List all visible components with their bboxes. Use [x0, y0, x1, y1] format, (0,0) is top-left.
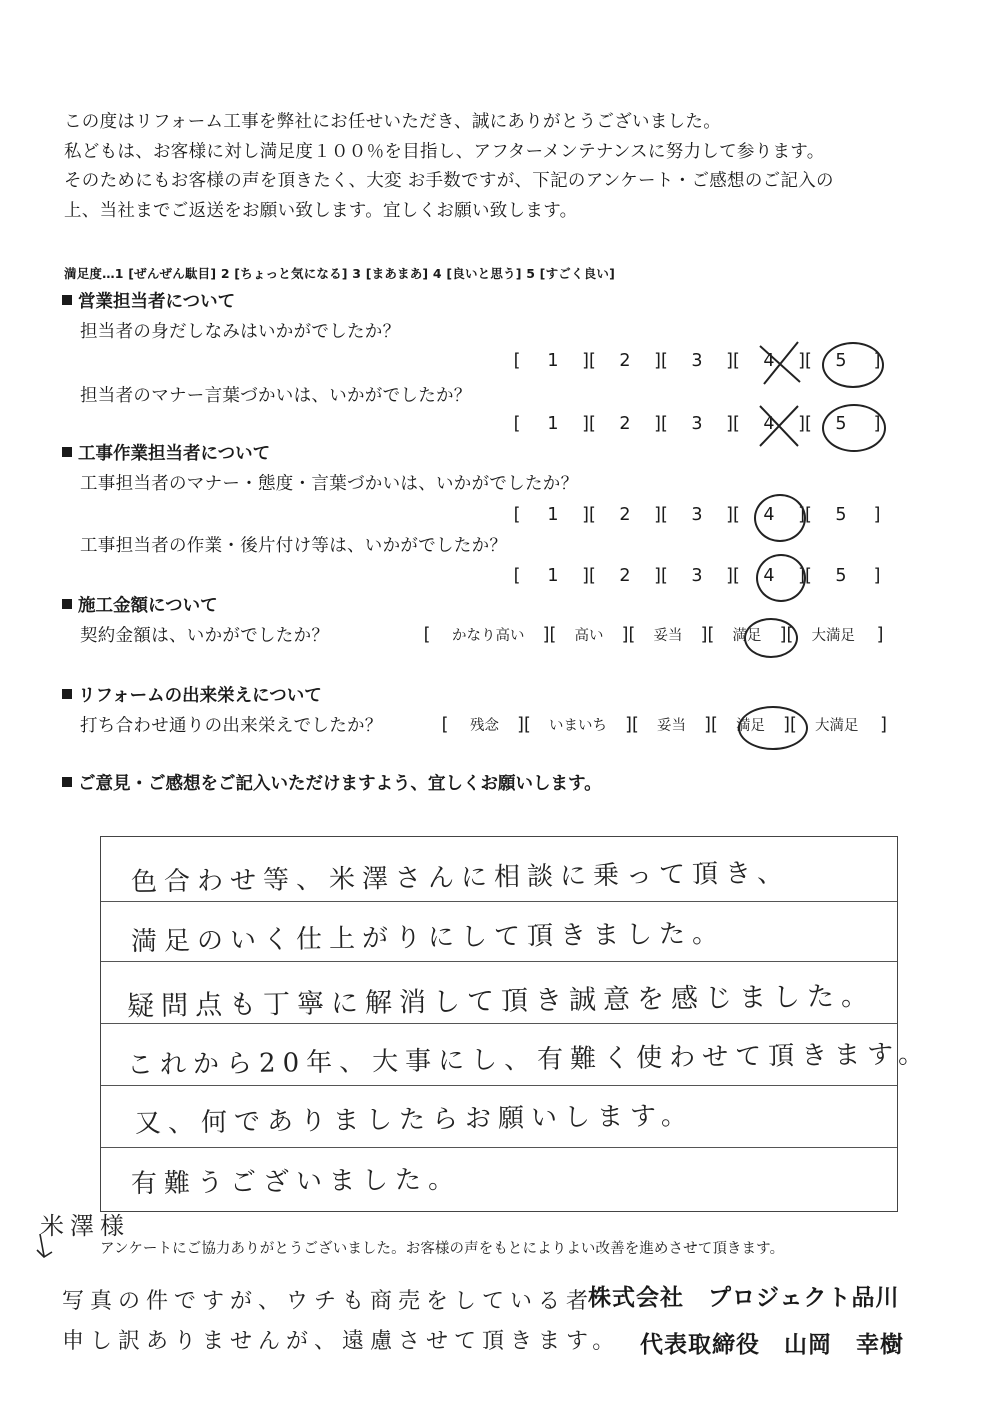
answer-circle: [822, 404, 886, 452]
bullet-square-icon: [62, 689, 72, 699]
intro-line: そのためにもお客様の声を頂きたく、大変 お手数ですが、下記のアンケート・ご感想のご記入の: [64, 171, 834, 191]
question-price: 契約金額は、いかがでしたか？: [80, 626, 330, 646]
comment-line-text: 有難うございました。: [130, 1164, 462, 1200]
rating-option[interactable]: 2: [619, 414, 631, 434]
bullet-square-icon: [62, 599, 72, 609]
rating-option[interactable]: 5: [835, 566, 847, 586]
section-title-sales: 営業担当者について: [62, 288, 235, 313]
rating-sales-appearance[interactable]: [ 1 ][ 2 ][ 3 ][ 4 ][ 5 ]: [513, 351, 881, 371]
rating-option[interactable]: 1: [547, 505, 559, 525]
answer-circle: [754, 494, 806, 542]
rating-option[interactable]: 2: [619, 505, 631, 525]
handwritten-note-line: 申し訳ありませんが、遠慮させて頂きます。: [62, 1329, 621, 1354]
bullet-square-icon: [62, 295, 72, 305]
price-option[interactable]: 満足: [732, 628, 762, 644]
answer-circle: [744, 618, 798, 658]
rating-option[interactable]: 4: [763, 505, 775, 525]
price-option[interactable]: かなり高い: [452, 628, 525, 644]
price-option[interactable]: 妥当: [653, 628, 683, 644]
company-name: 株式会社 プロジェクト品川: [588, 1285, 900, 1311]
comment-line-text: 満足のいく仕上がりにして頂きました。: [130, 918, 726, 958]
rating-option[interactable]: 4: [763, 414, 775, 434]
finish-option[interactable]: 満足: [736, 718, 765, 734]
comment-line-text: 色合わせ等、米澤さんに相談に乗って頂き、: [130, 858, 791, 898]
rating-option[interactable]: 2: [619, 566, 631, 586]
comment-line-text: 又、何でありましたらお願いします。: [134, 1101, 695, 1139]
rating-option[interactable]: 3: [691, 505, 703, 525]
rating-option[interactable]: 5: [835, 414, 847, 434]
rating-option[interactable]: 1: [547, 351, 559, 371]
price-option[interactable]: 高い: [574, 628, 604, 644]
finish-option[interactable]: 妥当: [657, 718, 686, 734]
rating-scale-legend: 満足度…1 [ぜんぜん駄目] 2 [ちょっと気になる] 3 [まあまあ] 4 [良いと思う] 5 [すごく良い]: [64, 266, 615, 281]
answer-circle: [738, 706, 808, 750]
rating-option[interactable]: 3: [691, 351, 703, 371]
rating-option[interactable]: 1: [547, 566, 559, 586]
bullet-square-icon: [62, 777, 72, 787]
comment-line-text: 疑問点も丁寧に解消して頂き誠意を感じました。: [126, 980, 876, 1023]
question-sales-appearance: 担当者の身だしなみはいかがでしたか？: [80, 322, 401, 342]
rating-works-manners[interactable]: [ 1 ][ 2 ][ 3 ][ 4 ][ 5 ]: [513, 505, 881, 525]
cross-mark-icon: [754, 338, 806, 388]
rating-option[interactable]: 1: [547, 414, 559, 434]
section-title-works: 工事作業担当者について: [62, 440, 270, 465]
rating-option[interactable]: 4: [763, 351, 775, 371]
rating-option[interactable]: 5: [835, 505, 847, 525]
cross-mark-icon: [752, 400, 806, 450]
rating-option[interactable]: 5: [835, 351, 847, 371]
section-title-finish: リフォームの出来栄えについて: [62, 682, 322, 707]
handwritten-note-line: 写真の件ですが、ウチも商売をしている者: [62, 1289, 595, 1314]
bullet-square-icon: [62, 447, 72, 457]
rating-option[interactable]: 2: [619, 351, 631, 371]
thanks-text: アンケートにご協力ありがとうございました。お客様の声をもとによりよい改善を進めさせて頂きます。: [100, 1241, 785, 1257]
finish-option[interactable]: 残念: [470, 718, 499, 734]
rating-works-cleanup[interactable]: [ 1 ][ 2 ][ 3 ][ 4 ][ 5 ]: [513, 566, 881, 586]
rating-option[interactable]: 3: [691, 414, 703, 434]
finish-option[interactable]: いまいち: [549, 718, 607, 734]
comment-box[interactable]: [100, 836, 932, 1212]
section-title-comments: ご意見・ご感想をご記入いただけますよう、宜しくお願いします。: [62, 770, 602, 795]
answer-circle: [822, 342, 884, 388]
intro-line: 上、当社までご返送をお願い致します。宜しくお願い致します。: [64, 200, 578, 221]
question-finish: 打ち合わせ通りの出来栄えでしたか？: [80, 716, 383, 736]
rating-finish[interactable]: [ 残念 ][ いまいち ][ 妥当 ][ 満足 ][ 大満足 ]: [441, 714, 887, 735]
representative-name: 代表取締役 山岡 幸樹: [640, 1332, 904, 1358]
rating-option[interactable]: 4: [763, 566, 775, 586]
intro-line: 私どもは、お客様に対し満足度１００％を目指し、アフターメンテナンスに努力して参ります。: [64, 141, 825, 162]
finish-option[interactable]: 大満足: [815, 718, 859, 734]
rating-sales-manners[interactable]: [ 1 ][ 2 ][ 3 ][ 4 ][ 5 ]: [513, 414, 881, 434]
question-works-cleanup: 工事担当者の作業・後片付け等は、いかがでしたか？: [80, 536, 508, 556]
intro-text: [64, 108, 964, 226]
arrow-down-icon: [34, 1232, 58, 1262]
handwritten-recipient: 米澤様: [40, 1212, 130, 1240]
section-title-price: 施工金額について: [62, 592, 218, 617]
answer-circle: [756, 554, 806, 602]
question-works-manners: 工事担当者のマナー・態度・言葉づかいは、いかがでしたか？: [80, 474, 579, 494]
intro-line: この度はリフォーム工事を弊社にお任せいただき、誠にありがとうございました。: [64, 112, 722, 132]
rating-option[interactable]: 3: [691, 566, 703, 586]
price-option[interactable]: 大満足: [811, 628, 855, 644]
rating-price[interactable]: [ かなり高い ][ 高い ][ 妥当 ][ 満足 ][ 大満足 ]: [423, 624, 884, 645]
comment-line-text: これから20年、大事にし、有難く使わせて頂きます。: [126, 1039, 932, 1081]
question-sales-manners: 担当者のマナー言葉づかいは、いかがでしたか？: [80, 386, 472, 406]
